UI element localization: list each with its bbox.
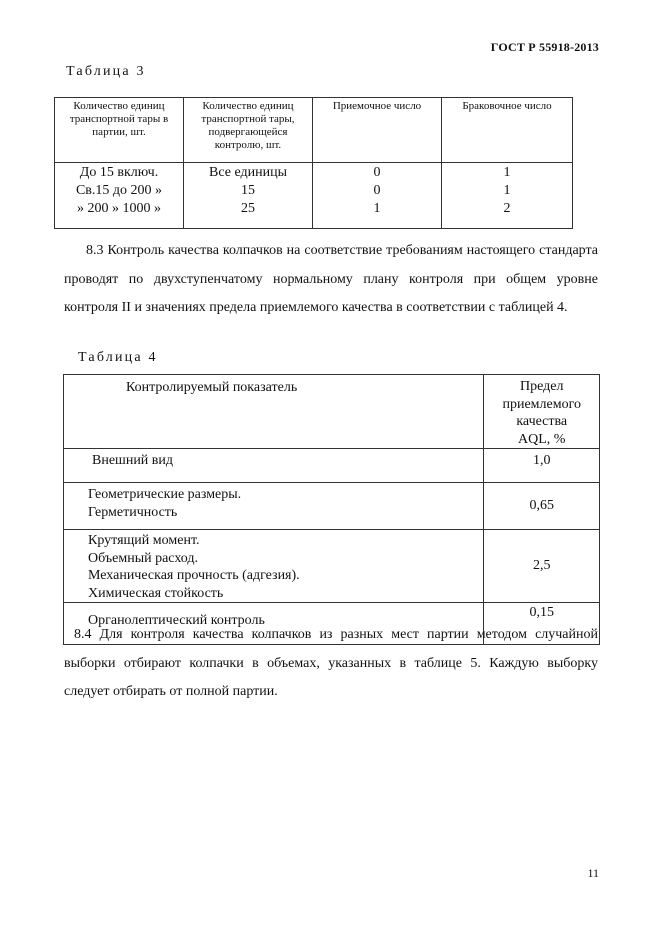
table4-indicator-cell: [64, 483, 484, 530]
table-cell-line: 1: [373, 201, 381, 216]
table-cell-line: Химическая стойкость: [88, 585, 224, 601]
table-cell-line: Геометрические размеры.: [88, 487, 242, 502]
table3-col-reject: [442, 163, 573, 229]
table-cell-line: 2: [503, 201, 511, 216]
table4-value-cell: 2,5: [484, 530, 600, 603]
table-cell-line: Внешний вид: [92, 453, 174, 468]
table3-body-row: [55, 163, 573, 229]
paragraph-8-4: [64, 621, 598, 707]
table4-indicator-cell: [64, 449, 484, 483]
table-cell-line: 15: [241, 183, 255, 198]
paragraph-8-3: [64, 237, 598, 323]
table3-header-cell: Браковочное число: [442, 98, 573, 163]
table-cell-line: 1: [503, 165, 511, 180]
table4-value-cell: 0,15: [484, 603, 600, 645]
table3-header-cell: Приемочное число: [313, 98, 442, 163]
table3-col-sample: [184, 163, 313, 229]
standard-designation: ГОСТ Р 55918-2013: [490, 40, 599, 54]
table4: [63, 374, 600, 645]
table-cell-line: Герметичность: [88, 504, 178, 520]
table-cell-line: Органолептический контроль: [88, 613, 265, 628]
table-cell-line: 0: [373, 183, 381, 198]
table3-col-accept: [313, 163, 442, 229]
table4-value-cell: 1,0: [484, 449, 600, 483]
table4-header-cell: Контролируемый показатель: [64, 375, 484, 449]
table3-col-lot: [55, 163, 184, 229]
table-cell-line: 0: [373, 165, 381, 180]
table-row: [64, 530, 600, 603]
paragraph-text: 8.3 Контроль качества колпачков на соответствие требованиям настоящего стандарта проводят по двухступенчатому нормальному плану контроля при общем уровне контроля II и значениях предела приемлемого качества в соответствии с таблицей 4.: [64, 243, 598, 315]
table-cell-line: 25: [241, 201, 255, 216]
table4-value-cell: 0,65: [484, 483, 600, 530]
table3-header-cell: Количество единиц транспортной тары, подвергающейся контролю, шт.: [184, 98, 313, 163]
table-cell-line: Объемный расход.: [88, 550, 199, 566]
table-row: [64, 449, 600, 483]
table-cell-line: Крутящий момент.: [88, 533, 200, 548]
table4-header-cell: Предел приемлемого качества AQL, %: [484, 375, 600, 449]
table4-caption: Таблица 4: [78, 350, 158, 365]
table-cell-line: » 200 » 1000 »: [77, 201, 161, 216]
table3-caption: Таблица 3: [66, 64, 146, 79]
table3: [54, 97, 573, 229]
table4-header-row: [64, 375, 600, 449]
table-cell-line: До 15 включ.: [79, 165, 159, 180]
paragraph-text: 8.4 Для контроля качества колпачков из разных мест партии методом случайной выборки отбирают колпачки в объемах, указанных в таблице 5. Каждую выборку следует отбирать от полной партии.: [64, 627, 598, 699]
table3-header-row: [55, 98, 573, 163]
table3-header-cell: Количество единиц транспортной тары в партии, шт.: [55, 98, 184, 163]
table-cell-line: Все единицы: [209, 165, 287, 180]
page-number: 11: [587, 866, 599, 880]
table-cell-line: Св.15 до 200 »: [75, 183, 163, 198]
table-cell-line: 1: [503, 183, 511, 198]
table-cell-line: Механическая прочность (адгезия).: [88, 568, 300, 583]
table4-indicator-cell: [64, 530, 484, 603]
table-row: [64, 483, 600, 530]
